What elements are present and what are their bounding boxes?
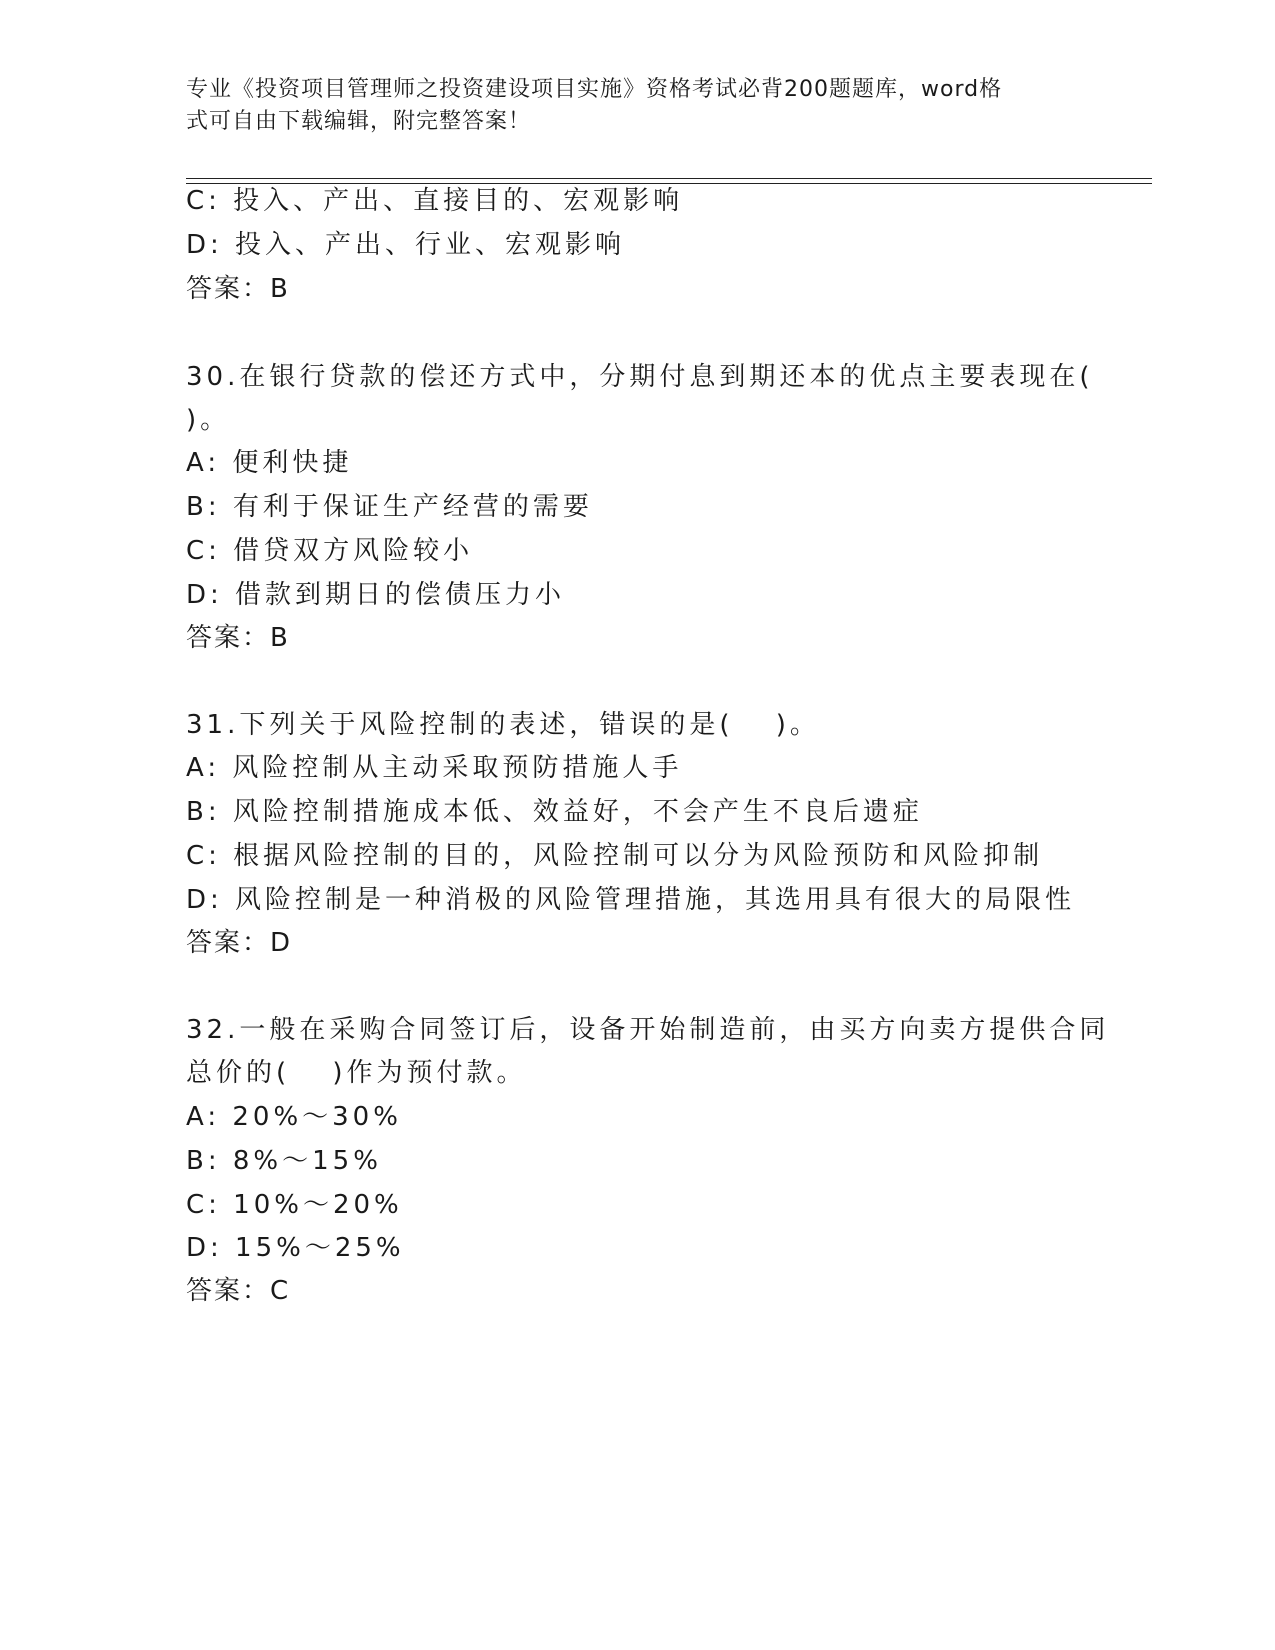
header-divider-bottom	[186, 183, 1152, 184]
question-30-stem-line-2: )。	[186, 405, 231, 435]
question-31-answer: 答案：D	[186, 928, 293, 958]
header-title-line-2: 式可自由下载编辑，附完整答案！	[186, 109, 532, 134]
question-32-option-c: C: 10%～20%	[186, 1190, 403, 1220]
question-30-option-a: A: 便利快捷	[186, 448, 353, 478]
question-31-option-c: C: 根据风险控制的目的，风险控制可以分为风险预防和风险抑制	[186, 841, 1044, 871]
question-32-answer: 答案：C	[186, 1276, 291, 1306]
question-31-option-b: B: 风险控制措施成本低、效益好，不会产生不良后遗症	[186, 797, 923, 827]
question-30-option-b: B: 有利于保证生产经营的需要	[186, 492, 593, 522]
question-32-stem-line-1: 32.一般在采购合同签订后，设备开始制造前，由买方向卖方提供合同	[186, 1015, 1110, 1045]
question-32-option-b: B: 8%～15%	[186, 1146, 382, 1176]
header-title-line-1: 专业《投资项目管理师之投资建设项目实施》资格考试必背200题题库，word格	[186, 77, 1003, 102]
question-31-option-d: D: 风险控制是一种消极的风险管理措施，其选用具有很大的局限性	[186, 885, 1076, 915]
question-30-stem-line-1: 30.在银行贷款的偿还方式中，分期付息到期还本的优点主要表现在(	[186, 362, 1094, 392]
question-30-answer: 答案：B	[186, 623, 290, 653]
question-32-stem-line-2: 总价的( )作为预付款。	[186, 1058, 527, 1088]
question-32-option-d: D: 15%～25%	[186, 1233, 405, 1263]
question-30-option-d: D: 借款到期日的偿债压力小	[186, 580, 566, 610]
header-divider-top	[186, 178, 1152, 179]
question-31-stem-line-1: 31.下列关于风险控制的表述，错误的是( )。	[186, 710, 820, 740]
prev-question-option-d: D: 投入、产出、行业、宏观影响	[186, 230, 626, 260]
prev-question-option-c: C: 投入、产出、直接目的、宏观影响	[186, 186, 684, 216]
question-31-option-a: A: 风险控制从主动采取预防措施人手	[186, 753, 683, 783]
question-30-option-c: C: 借贷双方风险较小	[186, 536, 474, 566]
document-header	[186, 74, 1086, 138]
question-32-option-a: A: 20%～30%	[186, 1102, 402, 1132]
prev-question-answer: 答案：B	[186, 274, 290, 304]
